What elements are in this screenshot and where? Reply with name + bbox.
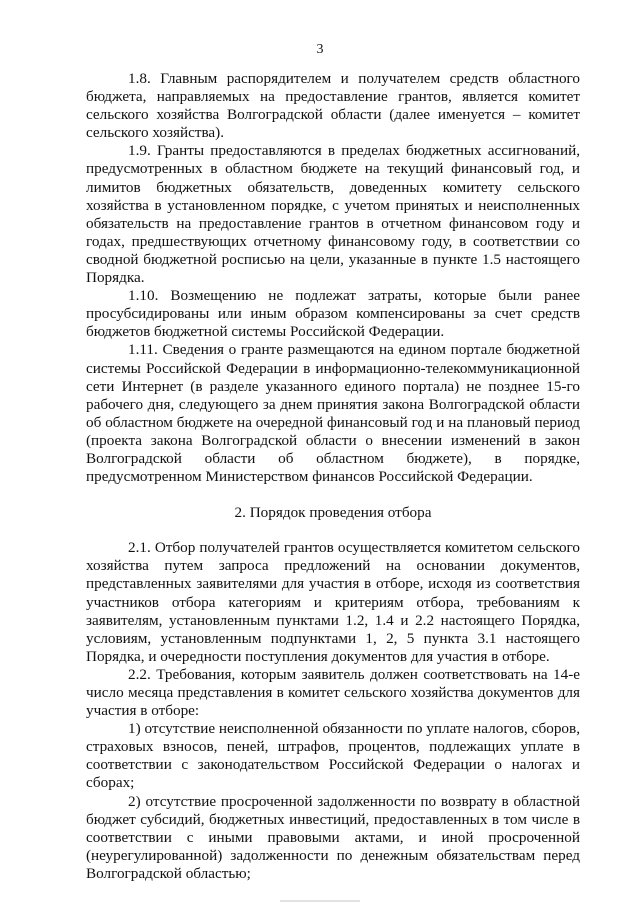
- paragraph-1-8: 1.8. Главным распорядителем и получателем средств областного бюджета, направляемых на предоставление грантов, является комитет сельского хозяйства Волгоградской области (далее именуется – комитет сельского хозяйства).: [86, 70, 580, 142]
- paragraph-1-10: 1.10. Возмещению не подлежат затраты, которые были ранее просубсидированы или иным образом компенсированы за счет средств бюджетов бюджетной системы Российской Федерации.: [86, 287, 580, 341]
- paragraph-2-2: 2.2. Требования, которым заявитель должен соответствовать на 14-е число месяца представления в комитет сельского хозяйства документов для участия в отборе:: [86, 665, 580, 720]
- paragraph-2-2-item-1: 1) отсутствие неисполненной обязанности по уплате налогов, сборов, страховых взносов, пеней, штрафов, процентов, подлежащих уплате в соответствии с законодательством Российской Федерации о налогах и сборах;: [86, 720, 580, 792]
- paragraph-2-1: 2.1. Отбор получателей грантов осуществляется комитетом сельского хозяйства путем запроса предложений на основании документов, представленных заявителями для участия в отборе, исходя из соответствия участников отбора категориям и критериям отбора, требованиям к заявителям, установленным пунктами 1.2, 1.4 и 2.2 настоящего Порядка, условиям, установленным подпунктами 1, 2, 5 пункта 3.1 настоящего Порядка, и очередности поступления документов для участия в отборе.: [86, 539, 580, 665]
- scan-edge-artifact: [280, 900, 360, 902]
- page-number: 3: [316, 42, 324, 57]
- document-body: [86, 70, 580, 883]
- paragraph-1-11: 1.11. Сведения о гранте размещаются на едином портале бюджетной системы Российской Федерации в информационно-телекоммуникационной сети Интернет (в разделе указанного единого портала) не позднее 15-го рабочего дня, следующего за днем принятия закона Волгоградской области об областном бюджете на очередной финансовый год и на плановый период (проекта закона Волгоградской области о внесении изменений в закон Волгоградской области об областном бюджете), в порядке, предусмотренном Министерством финансов Российской Федерации.: [86, 341, 580, 486]
- paragraph-2-2-item-2: 2) отсутствие просроченной задолженности по возврату в областной бюджет субсидий, бюджетных инвестиций, предоставленных в том числе в соответствии с иными правовыми актами, и иной просроченной (неурегулированной) задолженности по денежным обязательствам перед Волгоградской областью;: [86, 792, 580, 882]
- section-heading-2: 2. Порядок проведения отбора: [234, 504, 432, 522]
- paragraph-1-9: 1.9. Гранты предоставляются в пределах бюджетных ассигнований, предусмотренных в областном бюджете на текущий финансовый год, и лимитов бюджетных обязательств, доведенных комитету сельского хозяйства в установленном порядке, с учетом принятых и неисполненных обязательств на предоставление грантов в отчетном финансовом году и годах, предшествующих отчетному финансовому году, в соответствии со сводной бюджетной росписью на цели, указанные в пункте 1.5 настоящего Порядка.: [86, 142, 580, 287]
